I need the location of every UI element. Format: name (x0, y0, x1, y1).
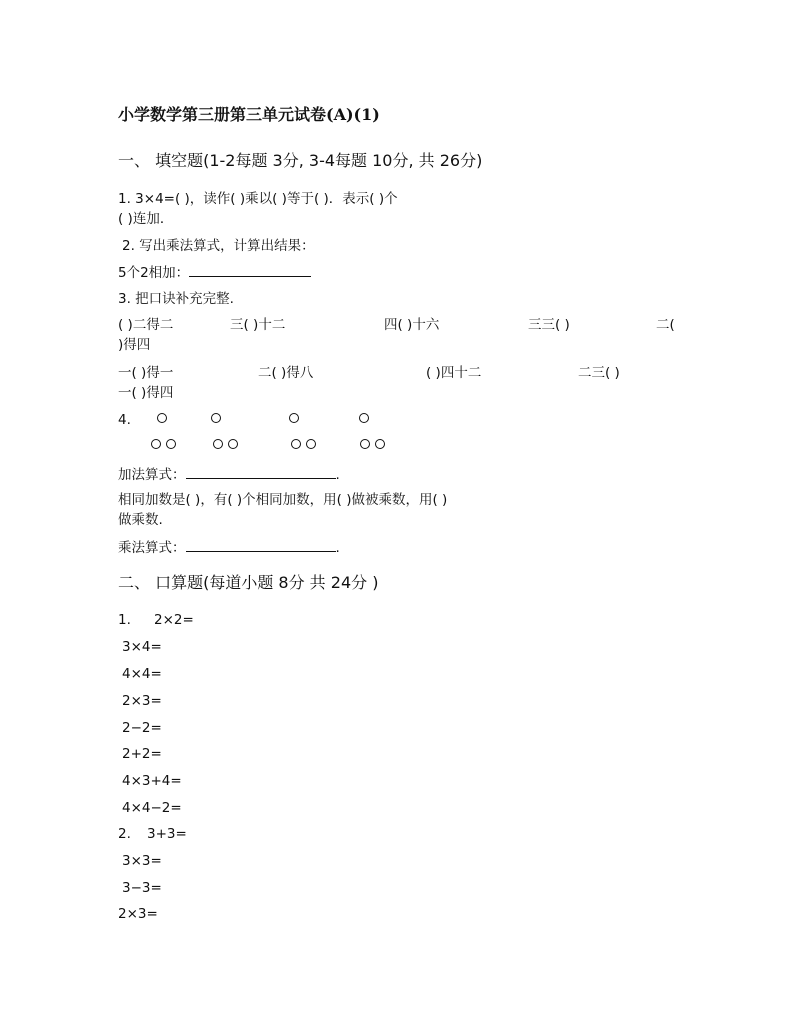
group-2-item: 3−3= (122, 880, 162, 896)
circle-icon (375, 439, 385, 449)
question-1-line-1: 1. 3×4=( )，读作( )乘以( )等于( )．表示( )个 (118, 191, 398, 207)
group-1-item: 4×4−2= (122, 800, 182, 816)
question-4-label: 4. (118, 412, 131, 428)
section-2-heading: 二、 口算题(每道小题 8分 共 24分 ) (118, 573, 379, 592)
group-1-item: 2−2= (122, 720, 162, 736)
addition-row (118, 465, 340, 484)
period: . (335, 467, 340, 483)
q3-row2-wrap: 一( )得四 (118, 385, 174, 401)
circle-icon (213, 439, 223, 449)
group-1-first: 2×2= (154, 612, 194, 628)
circle-icon (359, 413, 369, 423)
group-1-item: 3×4= (122, 639, 162, 655)
circle-icon (291, 439, 301, 449)
q3-row2-item-4: 二三( ) (578, 365, 620, 381)
group-1-label: 1. (118, 612, 131, 628)
question-3: 3. 把口诀补充完整. (118, 291, 234, 307)
group-2-label: 2. (118, 826, 131, 842)
q3-row1-item-3: 四( )十六 (384, 317, 440, 333)
question-2-answer-row (118, 263, 311, 282)
circle-icon (157, 413, 167, 423)
page-title: 小学数学第三册第三单元试卷(A)(1) (118, 105, 380, 124)
group-2-first: 3+3= (147, 826, 187, 842)
answer-blank[interactable] (189, 263, 311, 277)
q3-row2-item-1: 一( )得一 (118, 365, 174, 381)
q3-row2-item-3: ( )四十二 (426, 365, 482, 381)
multiplication-row (118, 538, 340, 557)
group-1-item: 4×3+4= (122, 773, 182, 789)
question-2-prompt: 5个2相加： (118, 265, 190, 281)
period: . (335, 540, 340, 556)
section-1-heading: 一、 填空题(1-2每题 3分, 3-4每题 10分, 共 26分) (118, 151, 483, 170)
circle-icon (306, 439, 316, 449)
question-4-addend-line-1: 相同加数是( )，有( )个相同加数，用( )做被乘数，用( ) (118, 492, 448, 508)
question-4-addend-line-2: 做乘数. (118, 512, 163, 528)
addition-label: 加法算式： (118, 467, 186, 483)
group-2-item: 2×3= (118, 906, 158, 922)
answer-blank[interactable] (186, 465, 336, 479)
q3-row1-item-2: 三( )十二 (230, 317, 286, 333)
q3-row1-item-4: 三三( ) (528, 317, 570, 333)
group-1-item: 2×3= (122, 693, 162, 709)
circle-icon (151, 439, 161, 449)
multiplication-label: 乘法算式： (118, 540, 186, 556)
group-1-item: 2+2= (122, 746, 162, 762)
circle-icon (360, 439, 370, 449)
circle-icon (211, 413, 221, 423)
q3-row1-item-1: ( )二得二 (118, 317, 174, 333)
group-2-item: 3×3= (122, 853, 162, 869)
q3-row1-wrap: )得四 (118, 337, 151, 353)
circle-icon (228, 439, 238, 449)
q3-row2-item-2: 二( )得八 (258, 365, 314, 381)
answer-blank[interactable] (186, 538, 336, 552)
circle-icon (166, 439, 176, 449)
q3-row1-item-5: 二( (656, 317, 675, 333)
circle-icon (289, 413, 299, 423)
question-1-line-2: ( )连加． (118, 211, 174, 227)
question-2: 2. 写出乘法算式，计算出结果： (122, 238, 315, 254)
group-1-item: 4×4= (122, 666, 162, 682)
